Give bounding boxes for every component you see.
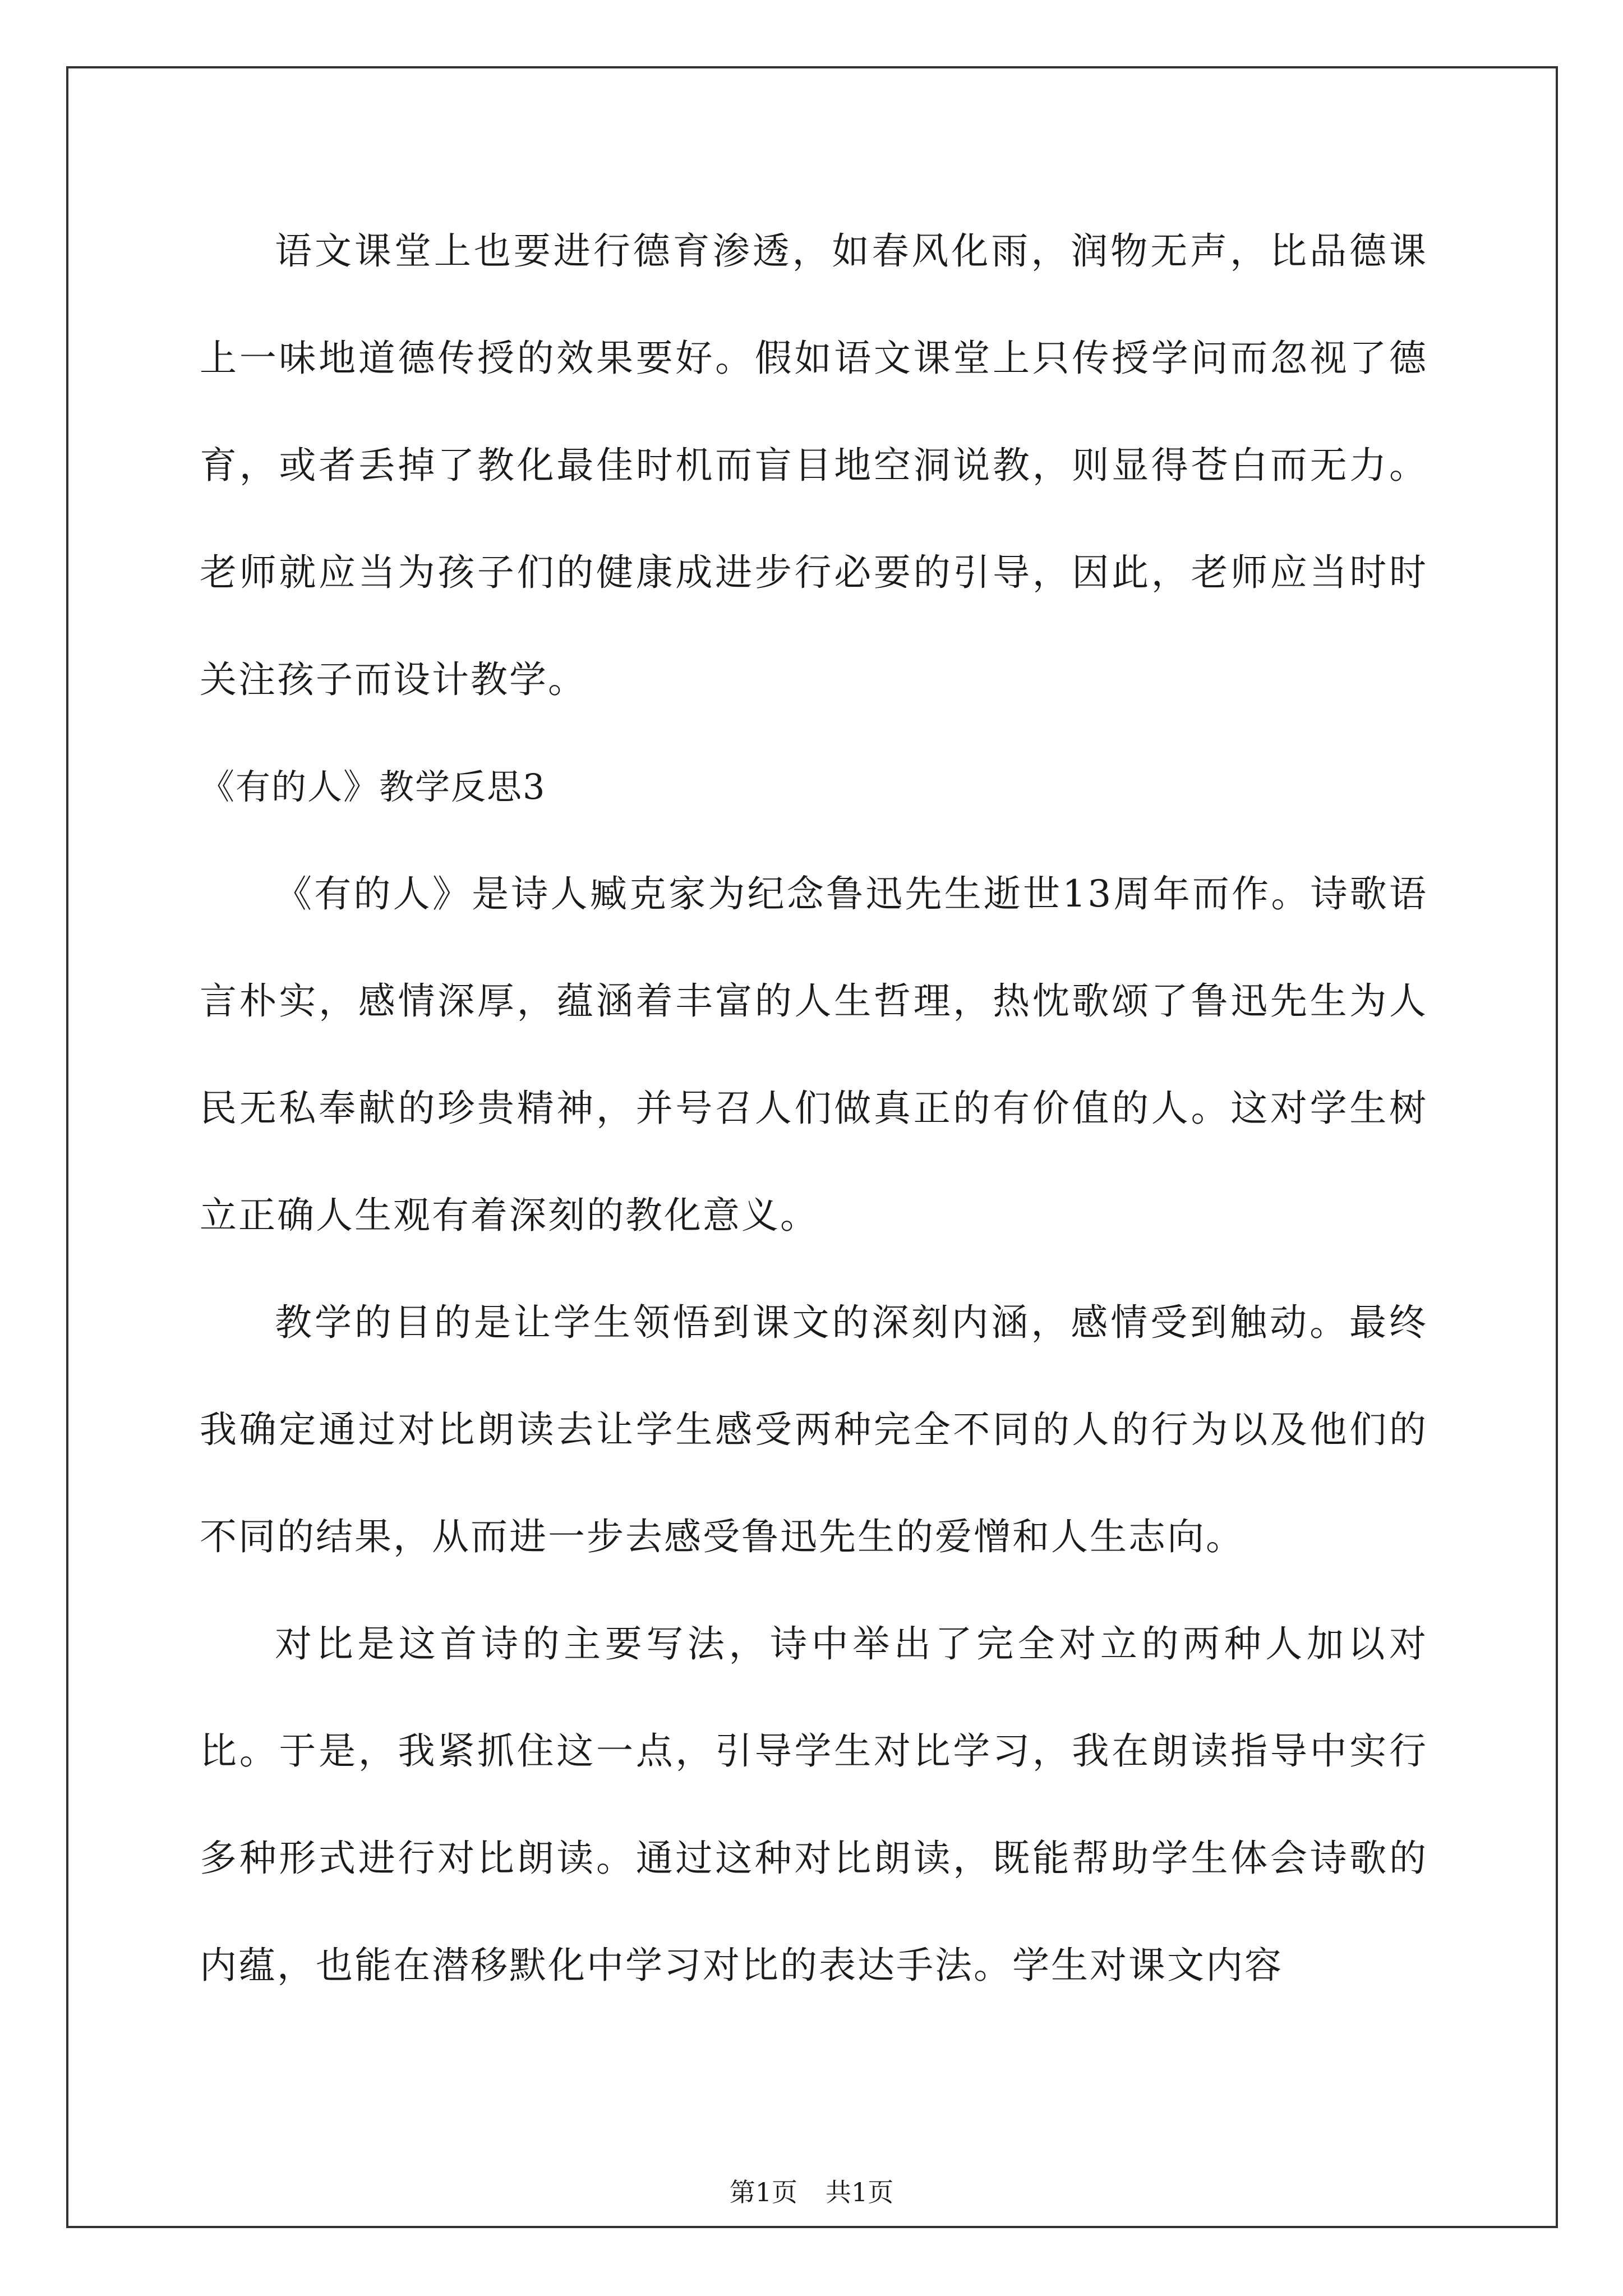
- page-number-current: 第1页: [729, 2177, 797, 2207]
- paragraph-poem-intro: 《有的人》是诗人臧克家为纪念鲁迅先生逝世13周年而作。诗歌语言朴实，感情深厚，蕴涵着丰富的人生哲理，热忱歌颂了鲁迅先生为人民无私奉献的珍贵精神，并号召人们做真正的有价值的人。这对学生树立正确人生观有着深刻的教化意义。: [200, 872, 1428, 1237]
- paragraph-teaching-goal: 教学的目的是让学生领悟到课文的深刻内涵，感情受到触动。最终我确定通过对比朗读去让学生感受两种完全不同的人的行为以及他们的不同的结果，从而进一步去感受鲁迅先生的爱憎和人生志向。: [200, 1301, 1428, 1558]
- section-heading: 《有的人》教学反思3: [200, 766, 546, 807]
- paragraph-contrast-reading: 对比是这首诗的主要写法，诗中举出了完全对立的两种人加以对比。于是，我紧抓住这一点，引导学生对比学习，我在朗读指导中实行多种形式进行对比朗读。通过这种对比朗读，既能帮助学生体会诗歌的内蕴，也能在潜移默化中学习对比的表达手法。学生对课文内容: [200, 1622, 1428, 1987]
- paragraph-moral-education: 语文课堂上也要进行德育渗透，如春风化雨，润物无声，比品德课上一味地道德传授的效果要好。假如语文课堂上只传授学问而忽视了德育，或者丢掉了教化最佳时机而盲目地空洞说教，则显得苍白而无力。老师就应当为孩子们的健康成进步行必要的引导，因此，老师应当时时关注孩子而设计教学。: [200, 229, 1428, 701]
- page-footer: [0, 2175, 1623, 2209]
- document-body: [200, 197, 1428, 2019]
- page-number-total: 共1页: [826, 2177, 894, 2207]
